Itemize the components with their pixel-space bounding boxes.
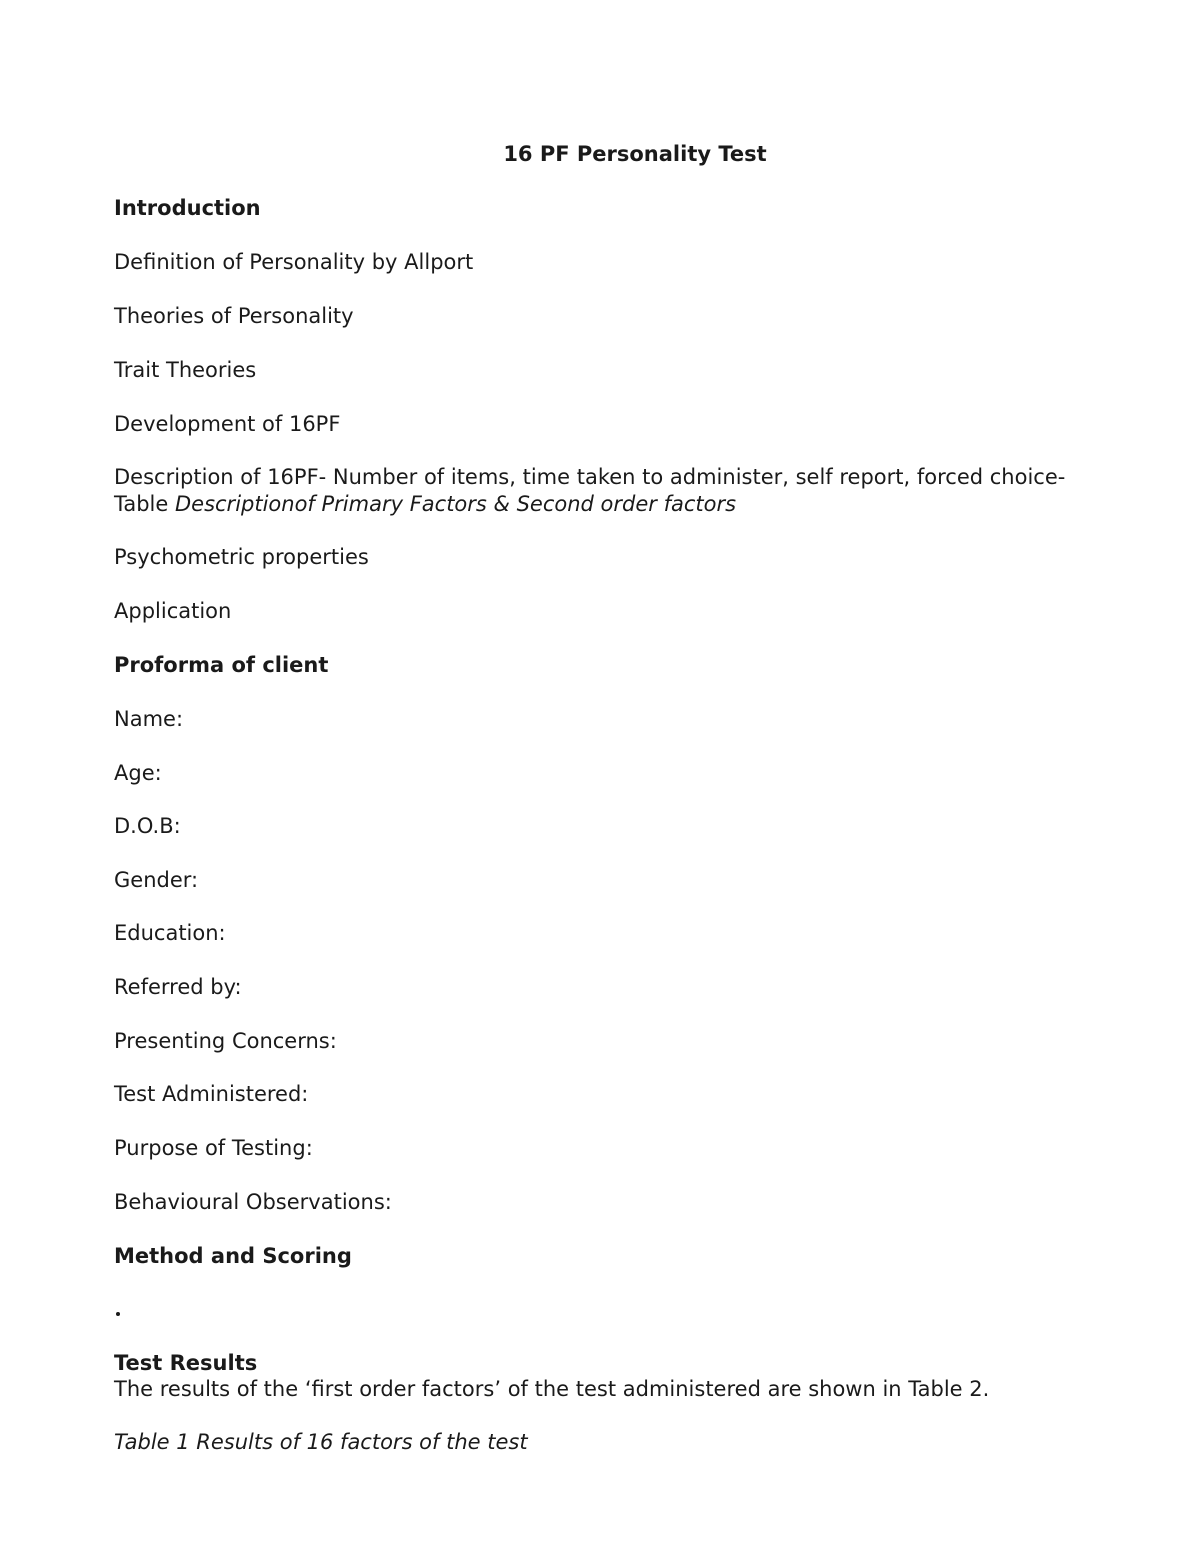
proforma-field-referred-by: Referred by:	[114, 975, 242, 999]
introduction-heading: Introduction	[114, 196, 261, 220]
proforma-field-gender: Gender:	[114, 868, 199, 892]
method-heading: Method and Scoring	[114, 1244, 352, 1268]
results-text: The results of the ‘first order factors’ of the test administered are shown in Table 2.	[114, 1377, 990, 1401]
intro-item-development: Development of 16PF	[114, 412, 341, 436]
proforma-heading: Proforma of client	[114, 653, 329, 677]
intro-item-theories: Theories of Personality	[114, 304, 354, 328]
proforma-field-behavioural-observations: Behavioural Observations:	[114, 1190, 392, 1214]
intro-item-definition: Definition of Personality by Allport	[114, 250, 474, 274]
intro-item-application: Application	[114, 599, 232, 623]
proforma-field-dob: D.O.B:	[114, 814, 181, 838]
intro-description-line1: Description of 16PF- Number of items, time taken to administer, self report, forced choice-	[114, 465, 1066, 489]
bullet-dot	[116, 1312, 120, 1316]
intro-item-trait-theories: Trait Theories	[114, 358, 257, 382]
intro-description-line2	[114, 491, 736, 518]
results-heading: Test Results	[114, 1351, 258, 1375]
table-caption: Table 1 Results of 16 factors of the test	[114, 1430, 528, 1454]
proforma-field-test-administered: Test Administered:	[114, 1082, 309, 1106]
proforma-field-purpose: Purpose of Testing:	[114, 1136, 313, 1160]
proforma-field-age: Age:	[114, 761, 162, 785]
proforma-field-education: Education:	[114, 921, 226, 945]
proforma-field-name: Name:	[114, 707, 184, 731]
page-title: 16 PF Personality Test	[503, 142, 767, 166]
intro-description-table-word: Table	[114, 492, 175, 516]
intro-item-psychometric: Psychometric properties	[114, 545, 369, 569]
intro-description-italic: Descriptionof Primary Factors & Second order factors	[174, 492, 737, 516]
proforma-field-presenting-concerns: Presenting Concerns:	[114, 1029, 337, 1053]
